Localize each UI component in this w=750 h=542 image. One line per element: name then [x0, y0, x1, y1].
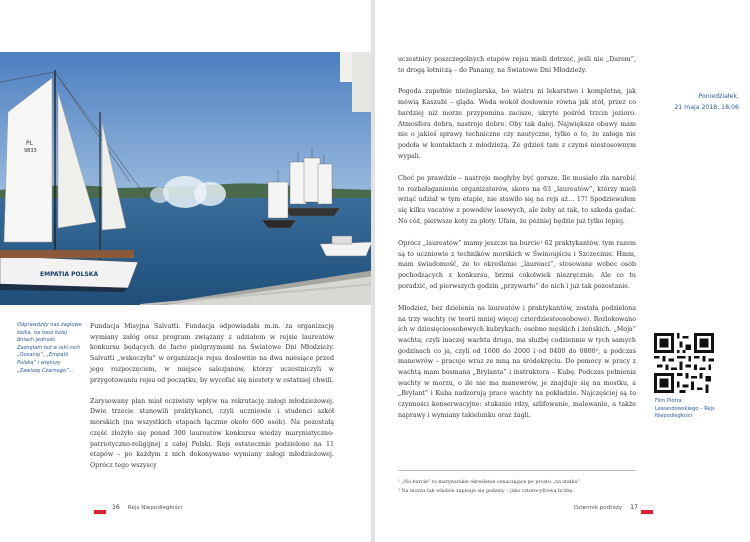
photo-caption: Odprawdziły nas żaglowe kolka, na nasz kolej dniach jedność. Zasnęłam też w ieki nich „Oceanię”, „Empatii Polską” i większy „Zawiszę Czarnego”…	[17, 322, 82, 374]
ship-name: EMPATIA POLSKA	[40, 271, 99, 278]
page-number: 16	[112, 504, 120, 511]
footnotes	[398, 478, 636, 496]
running-title: Rejs Niepodległości	[127, 504, 183, 511]
paragraph: Pogoda zupełnie nieżeglarska, bo wiatru ni lekarstwo i kompletna, jak mówią Kaszubi – gląda. Woda wokół dosłownie równa jak stół, przez co bardziej niż morze przypomina zacisze, ukryte pośród trzcin jezioro. Atmosfera dobra, nastroje dobre. Oby tak dalej. Największe obawy mam nie o jakieś sprawy techniczne czy nautyczne, tylko o to, że załoga nie podoła w kontaktach z młodzieżą. Ze gdzieś tam z czymś niestosownym wypali.	[398, 88, 636, 160]
left-page	[0, 0, 371, 542]
paragraph: Młodzież, bez dzielenia na laureatów i praktykantów, została podzielona na trzy wachty (w teorii mniej więcej czterdziestoosobowe). Rozlokowano ich w dziesięcioosobowych kubrykach: osobno męskich i żeńskich. „Moja” wachta, czyli inaczej wachta druga, ma służbę codziennie w tych samych godzinach co ja, czyli od 1600 do 2000 i od 0400 do 0800², a podczas manewrów – pracuje wraz ze mną na śródokręciu. Do pomocy w pracy z wachtą mam bosmana „Brylanta” i instruktora – Kubę. Podczas pełnienia wachty w morzu, o ile nie ma manewrów, je znajduje się na mostku, a „Brylant” i Kuba nadzorują prace wachty na pokładzie. Najczęściej są to czynności konserwacyjne: stukanie rdzy, szlifowanie, malowanie, a także naprawy i wymiany takielunku oraz żagli.	[398, 304, 636, 419]
footnote-divider	[398, 470, 636, 471]
paragraph: Oprócz „laureatów” mamy jeszcze na burcie¹ 62 praktykantów, tym razem są to uczniowie z techników morskich w Świnoujściu i Szczecinie. Hmm, mam świadomość, że to określenie „laureaci”, stosowane wobec osób pochodzących z konkursu, brzmi cokolwiek niezręcznie. Ale co tu poradzić, od pierwszych godzin „przywarło” do nich i już tak pozostanie.	[398, 239, 636, 290]
left-column-text	[90, 322, 334, 482]
right-page	[375, 0, 750, 542]
polish-flag-icon	[641, 506, 653, 514]
footnote: ¹ „Na burcie” to marynarskie określenie oznaczające po prostu „na statku”.	[398, 480, 582, 485]
sailing-ships-photo	[0, 52, 371, 305]
journal-date	[643, 92, 739, 113]
paragraph: Fundacja Misyjna Salvatti. Fundacja odpowiadała m.in. za organizację wymiany załóg oraz program związany z udziałem w rejsie laureatów konkursu będących de facto pielgrzymami na Światowe Dni Młodzieży. Salvatti „wskoczyła” w organizacje rejsu dosłownie na dwa miesiące przed jego rozpoczęciem, w miejsce salezjanów, którzy uczestniczyli w przygotowaniu rejsu od początku, by wycofać się niestety w ostatniej chwili.	[90, 323, 334, 384]
right-footer	[574, 504, 638, 511]
paragraph: Zarysowany plan miał ocziwisty wpływ na rekrutację załogi młodzieżowej. Dwie trzecie stanowili praktykanci, czyli uczniowie i studenci szkół morskich (na wszystkich etapach łącznie około 600 osób). Na pozostałą część złożyło się ponad 300 laureatów konkursu wiedzy marynistyczno-patriotyczno-religijnej z całej Polski. Rejs ostatecznie podzielono na 11 etapów – po każdym z nich dokonywano wymiany załogi młodzieżowej. Oprócz tego wszyscy	[90, 397, 334, 469]
left-footer	[112, 504, 182, 511]
weekday: Poniedziałek,	[698, 93, 739, 100]
polish-flag-icon	[94, 506, 106, 514]
svg-text:9833: 9833	[24, 148, 37, 154]
paragraph: Choć po prawdzie – nastroje mogłyby być gorsze. Ile musiało zła narobić to rozbałaganienie organizatorów, skoro na 63 „laureatów”, którzy mieli wziąć udział w tym etapie, nie stawiło się na rejs aż… 17! Spodziewałem się kilku vacatów z powodów losowych, ale żeby aż tak, to szkoda gadać. No cóż, pierwsze koty za płoty. Ufam, że później będzie już tylko lepiej.	[398, 174, 636, 225]
svg-text:PL: PL	[26, 140, 33, 147]
qr-code-icon[interactable]	[654, 333, 714, 393]
date-time: 21 maja 2018, 18:06	[674, 103, 739, 111]
qr-caption: Film Piotra Lewandowskiego – Rejs Niepodległości	[655, 398, 715, 420]
page-number: 17	[630, 504, 638, 511]
footnote: ² Na morzu tak właśnie zapisuje się godziny – jako czterocyfrową liczbę.	[398, 489, 574, 494]
right-column-text	[398, 55, 636, 433]
paragraph: uczestnicy poszczególnych etapów rejsu mieli dotrzeć, jeśli nie „Darem”, to drogą lotniczą – do Panamy, na Światowe Dni Młodzieży.	[398, 56, 636, 74]
running-title: Dziennik podróży	[573, 504, 623, 511]
